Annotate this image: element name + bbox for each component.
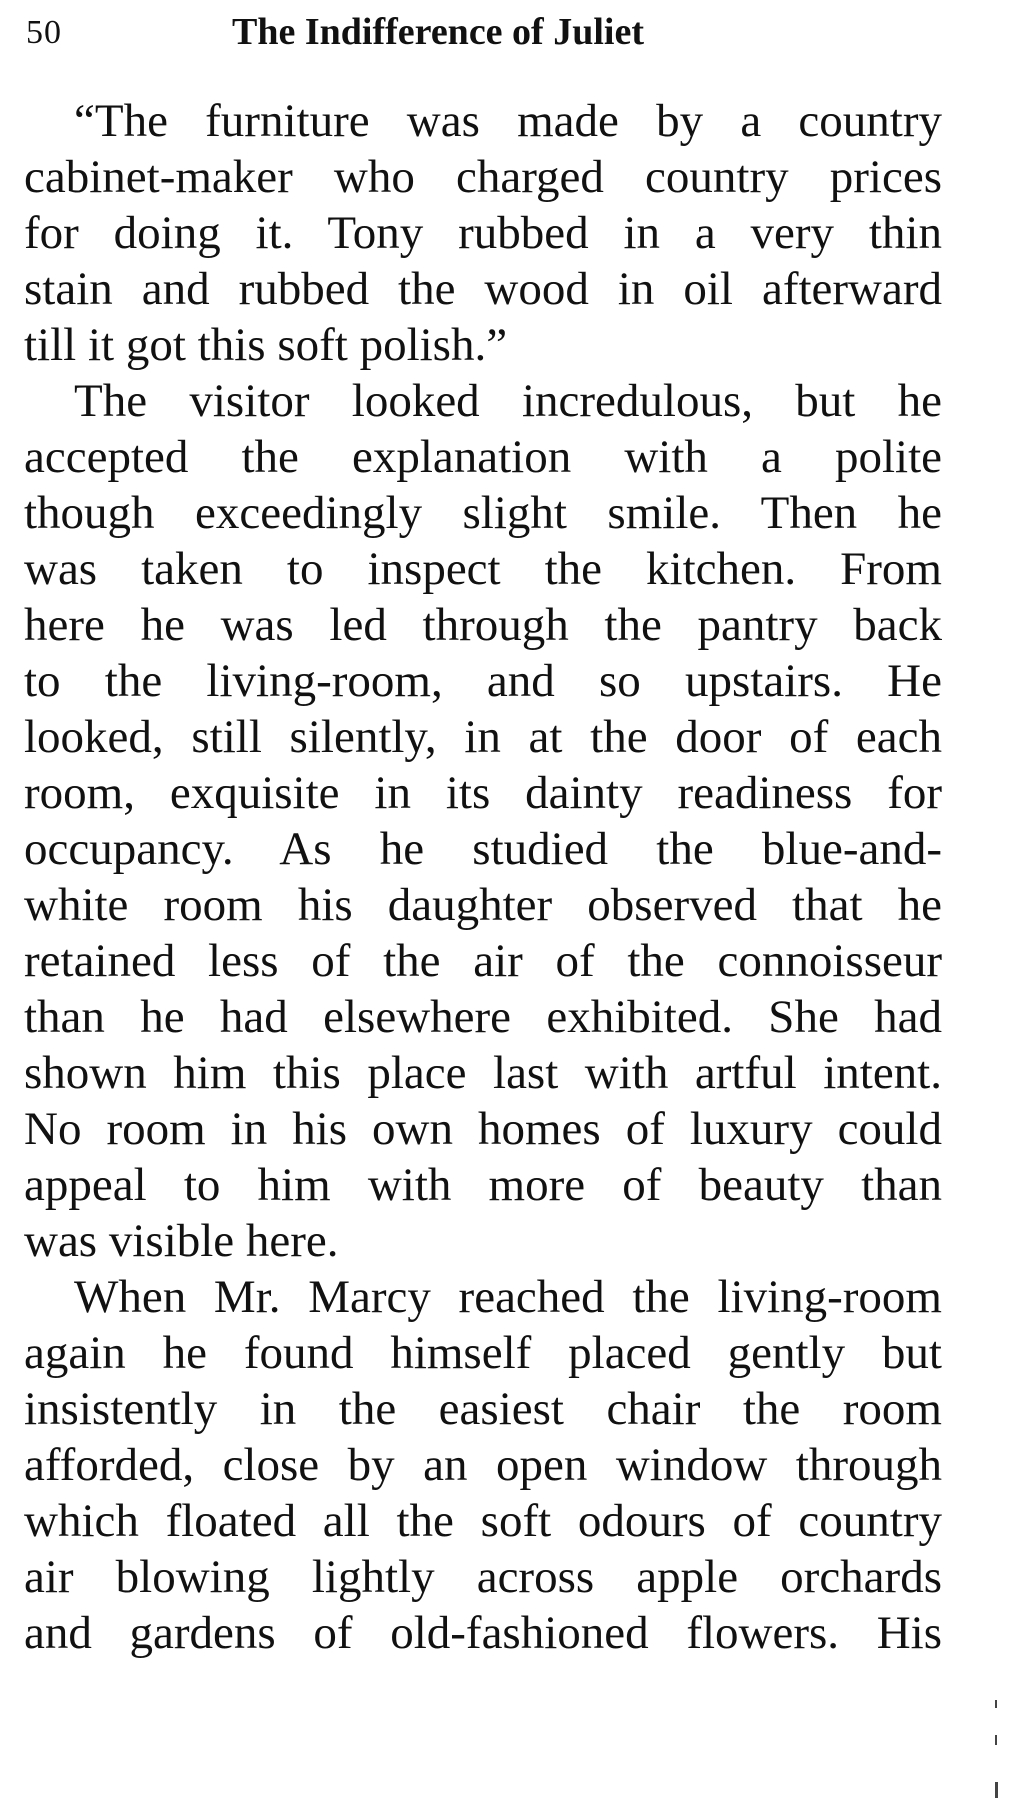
running-title: The Indifference of Juliet [232, 11, 644, 53]
text-line: The visitor looked incredulous, but he [74, 375, 942, 427]
text-line: than he had elsewhere exhibited. She had [24, 991, 942, 1043]
scan-mark [995, 1735, 997, 1745]
text-line: room, exquisite in its dainty readiness for [24, 767, 942, 819]
scan-mark [995, 1700, 997, 1708]
text-line: which floated all the soft odours of country [24, 1495, 942, 1547]
text-line: shown him this place last with artful intent. [24, 1047, 942, 1099]
text-line: air blowing lightly across apple orchards [24, 1551, 942, 1603]
text-line: When Mr. Marcy reached the living-room [74, 1271, 942, 1323]
text-line: occupancy. As he studied the blue-and- [24, 823, 942, 875]
text-line: to the living-room, and so upstairs. He [24, 655, 942, 707]
text-line: was taken to inspect the kitchen. From [24, 543, 942, 595]
text-line: till it got this soft polish.” [24, 319, 508, 371]
text-line: and gardens of old-fashioned flowers. His [24, 1607, 942, 1659]
text-line: was visible here. [24, 1215, 339, 1267]
scan-mark [995, 1782, 998, 1798]
text-line: appeal to him with more of beauty than [24, 1159, 942, 1211]
text-line: afforded, close by an open window through [24, 1439, 942, 1491]
text-line: No room in his own homes of luxury could [24, 1103, 942, 1155]
text-line: cabinet-maker who charged country prices [24, 151, 942, 203]
text-line: accepted the explanation with a polite [24, 431, 942, 483]
text-line: stain and rubbed the wood in oil afterward [24, 263, 942, 315]
text-line: “The furniture was made by a country [74, 95, 942, 147]
paragraph-1 [24, 93, 942, 373]
paragraph-3 [24, 1269, 942, 1661]
paragraph-2 [24, 373, 942, 1269]
page-number: 50 [26, 14, 62, 51]
page-header [26, 10, 956, 60]
body-text [24, 93, 942, 1661]
text-line: for doing it. Tony rubbed in a very thin [24, 207, 942, 259]
text-line: insistently in the easiest chair the room [24, 1383, 942, 1435]
text-line: again he found himself placed gently but [24, 1327, 942, 1379]
text-line: retained less of the air of the connoisseur [24, 935, 942, 987]
text-line: white room his daughter observed that he [24, 879, 942, 931]
text-line: though exceedingly slight smile. Then he [24, 487, 942, 539]
text-line: looked, still silently, in at the door of each [24, 711, 942, 763]
text-line: here he was led through the pantry back [24, 599, 942, 651]
